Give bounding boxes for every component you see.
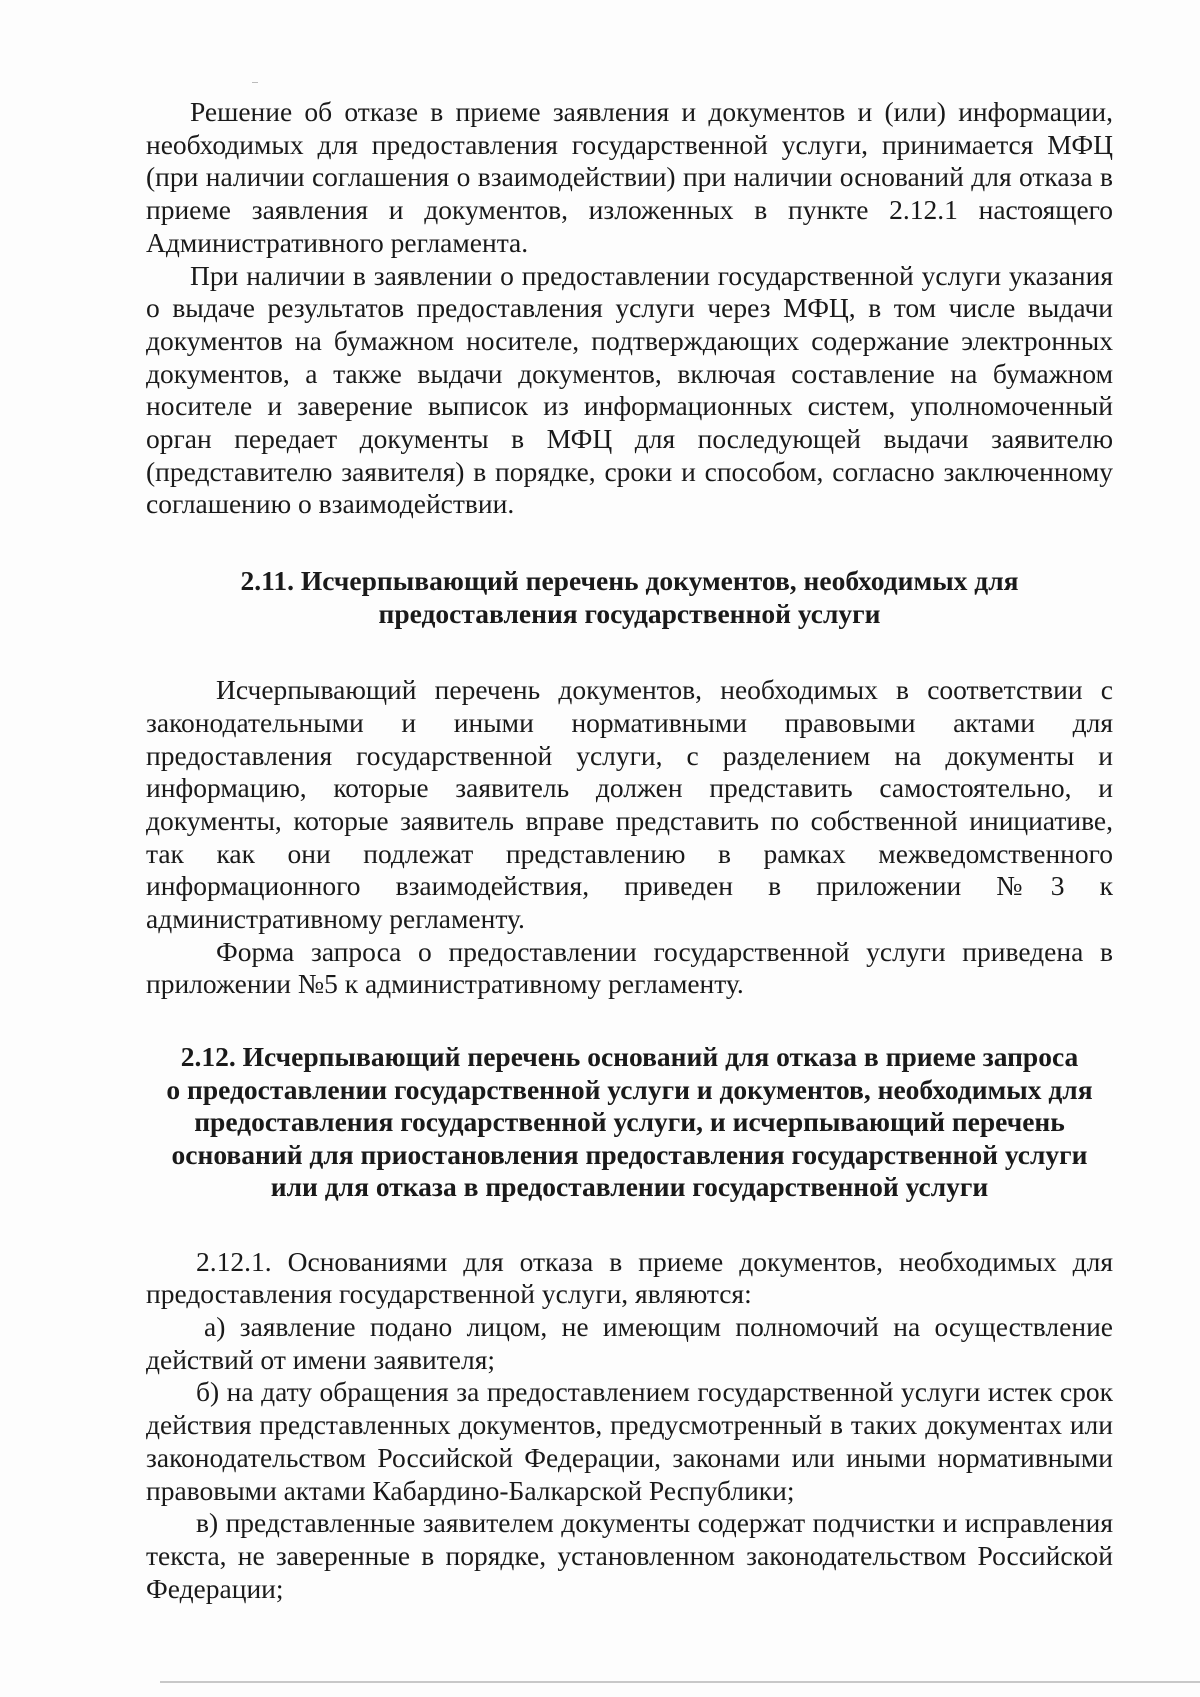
list-item-v: в) представленные заявителем документы содержат подчистки и исправления текста, не заверенные в порядке, установленном законодательством Российской Федерации; bbox=[146, 1507, 1113, 1604]
section-2-12-heading-line-5: или для отказа в предоставлении государственной услуги bbox=[270, 1171, 989, 1203]
section-2-12-heading-line-1: 2.12. Исчерпывающий перечень оснований для отказа в приеме запроса bbox=[180, 1041, 1079, 1073]
scan-speck bbox=[252, 82, 258, 83]
list-item-a: а) заявление подано лицом, не имеющим полномочий на осуществление действий от имени заявителя; bbox=[146, 1311, 1113, 1375]
paragraph-request-form: Форма запроса о предоставлении государственной услуги приведена в приложении №5 к административному регламенту. bbox=[146, 935, 1113, 1000]
section-2-12-heading-line-3: предоставления государственной услуги, и исчерпывающий перечень bbox=[194, 1106, 1065, 1138]
page-content bbox=[146, 96, 1113, 1605]
paragraph-mfc-refusal: Решение об отказе в приеме заявления и документов и (или) информации, необходимых для предоставления государственной услуги, принимается МФЦ (при наличии соглашения о взаимодействии) при наличии оснований для отказа в приеме заявления и документов, изложенных в пункте 2.12.1 настоящего Административного регламента. bbox=[146, 96, 1113, 258]
scan-edge-line bbox=[160, 1681, 1200, 1683]
paragraph-documents-list: Исчерпывающий перечень документов, необходимых в соответствии с законодательными и иными нормативными правовыми актами для предоставления государственной услуги, с разделением на документы и информацию, которые заявитель должен представить самостоятельно, и документы, которые заявитель вправе представить по собственной инициативе, так как они подлежат представлению в рамках межведомственного информационного взаимодействия, приведен в приложении №3 к административному регламенту. bbox=[146, 674, 1113, 935]
paragraph-2-12-1-intro: 2.12.1. Основаниями для отказа в приеме документов, необходимых для предоставления государственной услуги, являются: bbox=[146, 1245, 1113, 1310]
section-2-11-heading-line-2: предоставления государственной услуги bbox=[378, 597, 881, 629]
section-2-12-heading-line-2: о предоставлении государственной услуги и документов, необходимых для bbox=[166, 1073, 1093, 1105]
paragraph-mfc-issuance: При наличии в заявлении о предоставлении государственной услуги указания о выдаче результатов предоставления услуги через МФЦ, в том числе выдачи документов на бумажном носителе, подтверждающих содержание электронных документов, а также выдачи документов, включая составление на бумажном носителе и заверение выписок из информационных систем, уполномоченный орган передает документы в МФЦ для последующей выдачи заявителю (представителю заявителя) в порядке, сроки и способом, согласно заключенному соглашению о взаимодействии. bbox=[146, 259, 1113, 520]
section-2-12-heading-line-4: оснований для приостановления предоставления государственной услуги bbox=[171, 1138, 1088, 1170]
section-2-11-heading bbox=[146, 565, 1113, 630]
section-2-11-heading-line-1: 2.11. Исчерпывающий перечень документов, необходимых для bbox=[240, 565, 1019, 597]
section-2-12-heading bbox=[146, 1041, 1113, 1204]
list-item-b: б) на дату обращения за предоставлением государственной услуги истек срок действия представленных документов, предусмотренный в таких документах или законодательством Российской Федерации, законами или иными нормативными правовыми актами Кабардино-Балкарской Республики; bbox=[146, 1376, 1113, 1506]
